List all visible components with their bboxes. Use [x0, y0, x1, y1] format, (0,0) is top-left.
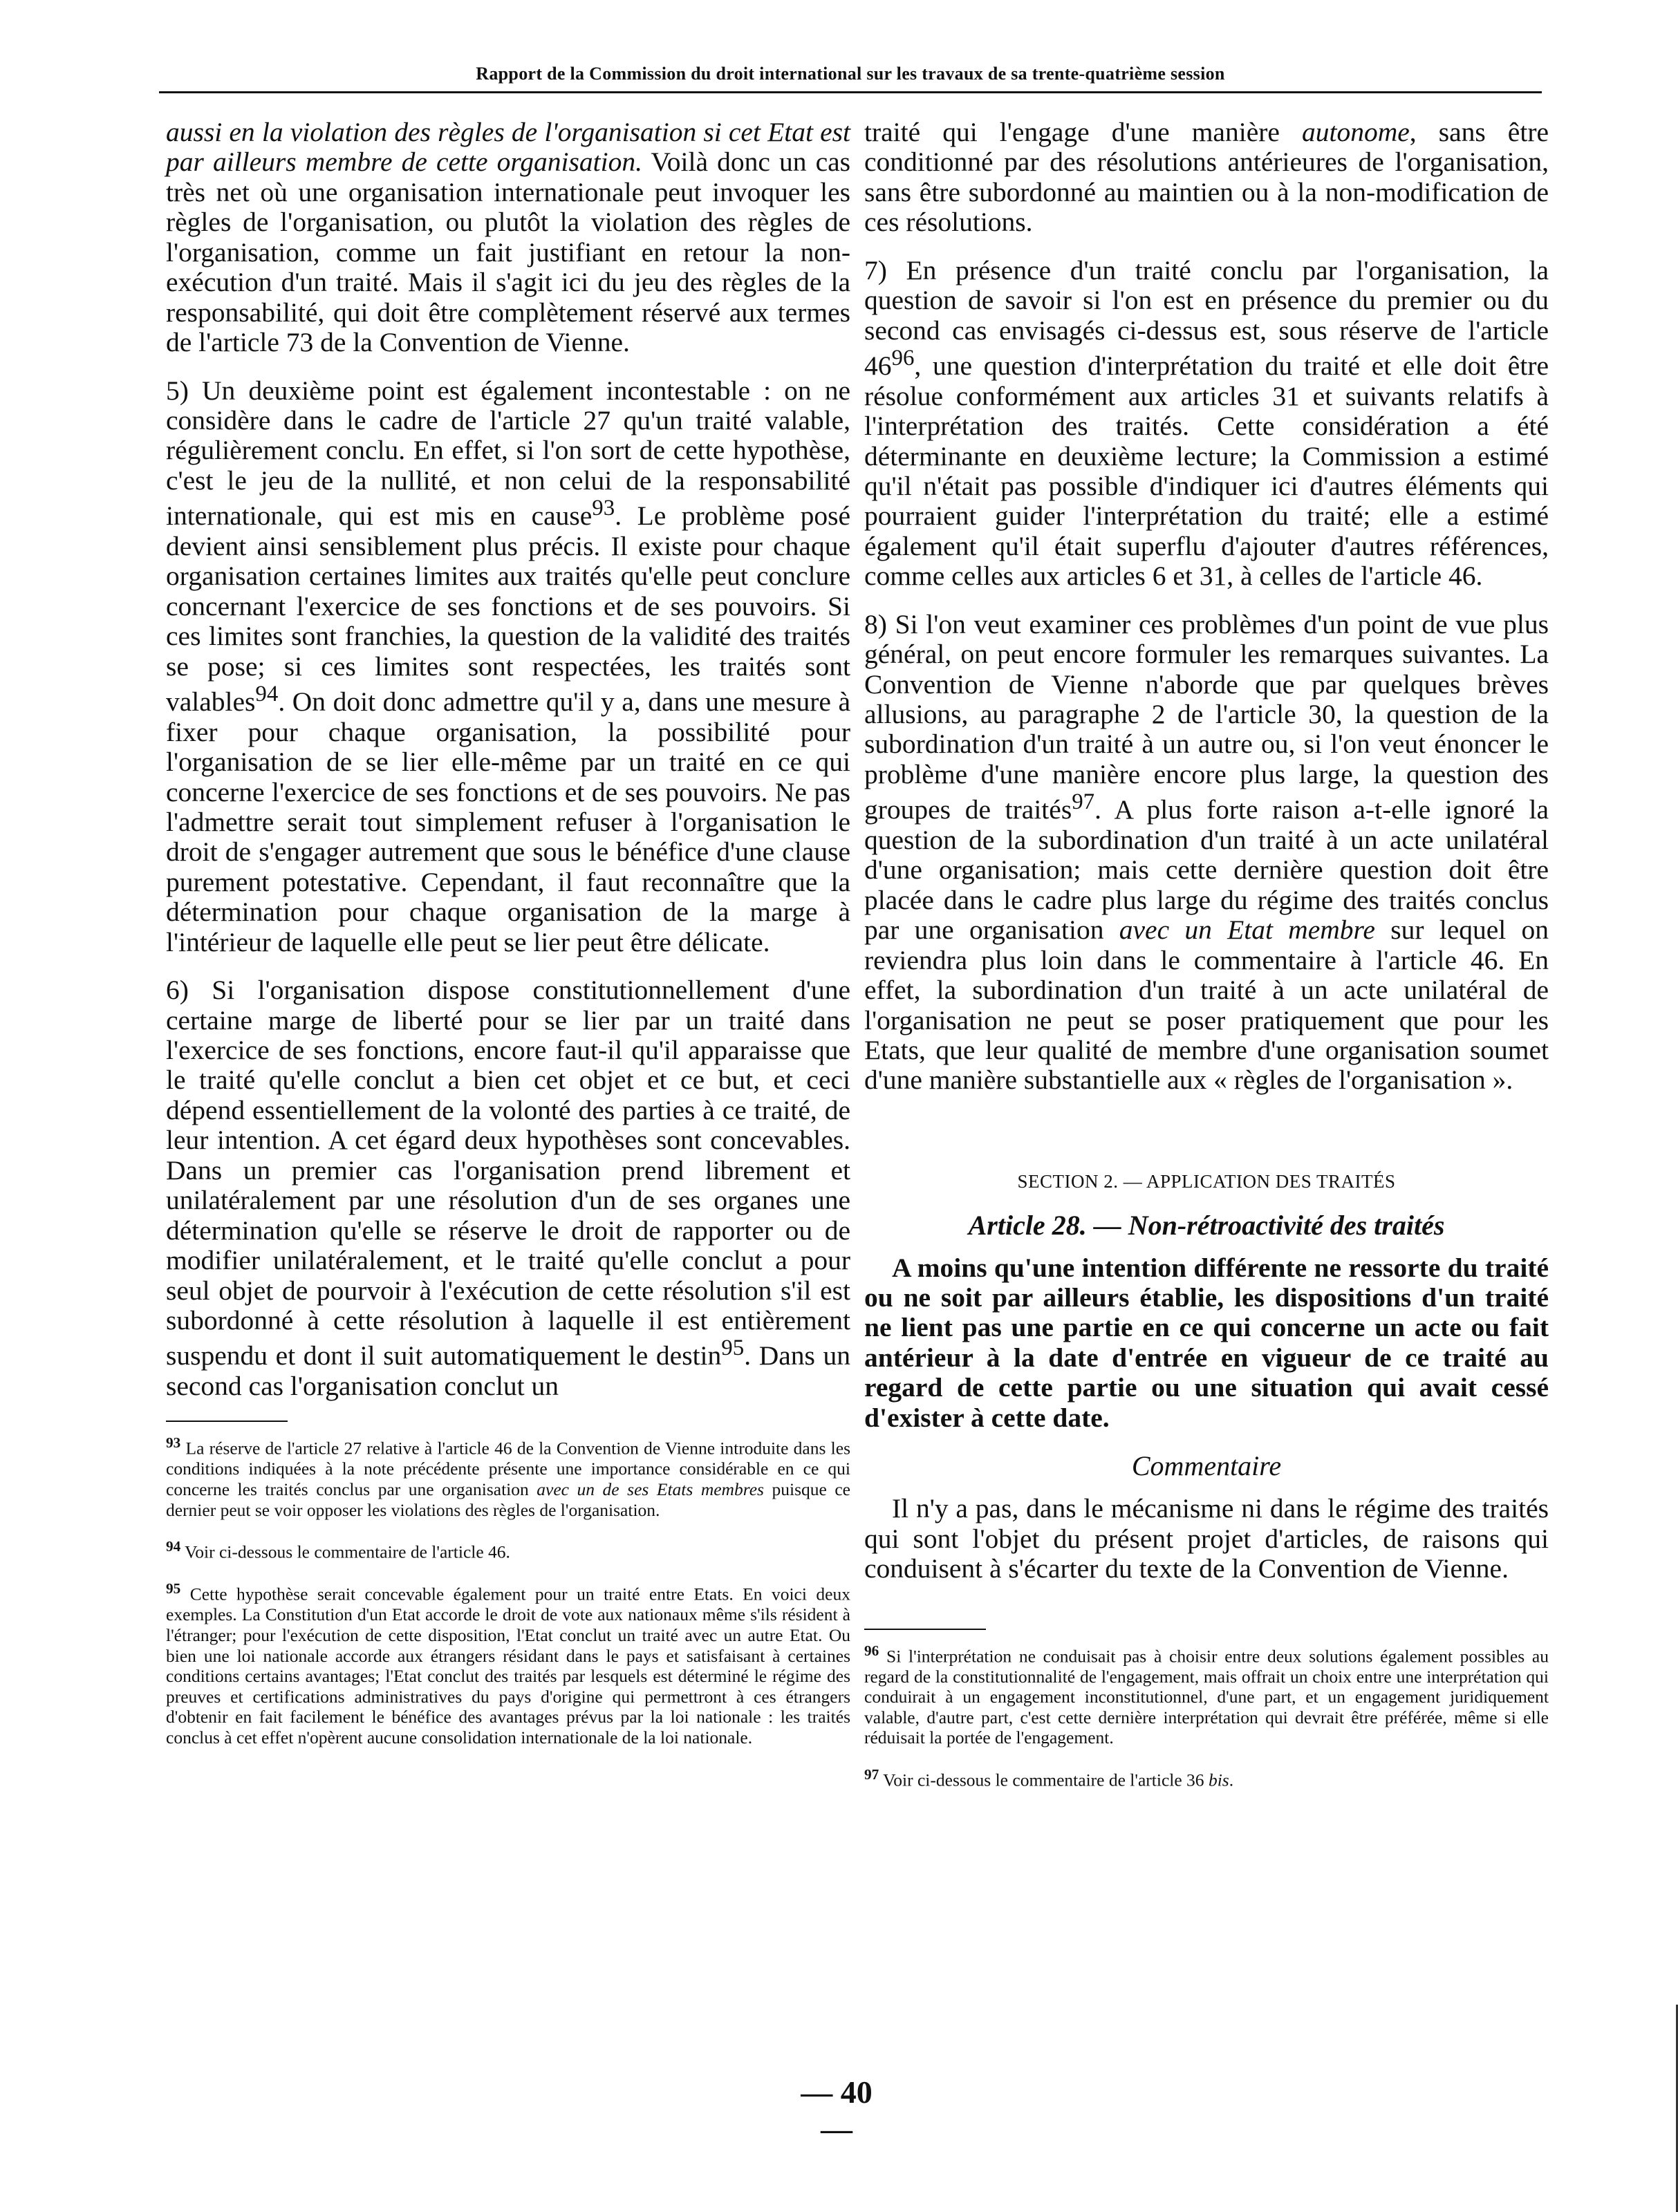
page-number: — 40 —: [801, 2074, 873, 2146]
footnote-ref-93[interactable]: 93: [592, 496, 615, 521]
footnote-ref-97[interactable]: 97: [1072, 789, 1095, 815]
footnote-93: [166, 1434, 850, 1520]
footnote-mark: 95: [166, 1580, 181, 1597]
paragraph-text: 8) Si l'on veut examiner ces problèmes d'un point de vue plus général, on peut encore formuler les remarques suivantes. La Convention de Vienne n'aborde que par quelques brèves allusions, au paragraphe 2 de l'article 30, la question de la subordination d'un traité à un autre ou, si l'on veut énoncer le problème d'une manière encore plus large, la question des groupes de traités: [864, 608, 1549, 825]
commentary-title: Commentaire: [1131, 1450, 1282, 1482]
footnote-text: Voir ci-dessous le commentaire de l'article 46.: [180, 1541, 510, 1562]
header-rule: [159, 91, 1542, 93]
italic-word: autonome: [1301, 117, 1410, 147]
footnote-95: [166, 1580, 850, 1747]
footnote-mark: 93: [166, 1434, 181, 1452]
paragraph-6: [166, 975, 850, 1401]
paragraph-8: [864, 610, 1549, 1096]
article-body: A moins qu'une intention différente ne ressorte du traité ou ne soit par ailleurs établie, les dispositions d'un traité ne lient pas une partie en ce qui concerne un acte ou fait antérieur à la date d'entrée en vigueur de ce traité au regard de cette partie ou une situation qui avait cessé d'exister à cette date.: [864, 1252, 1549, 1433]
italic-phrase: avec un Etat membre: [1119, 915, 1375, 946]
right-column: [864, 118, 1549, 1808]
footnote-ref-94[interactable]: 94: [255, 682, 279, 707]
footnote-96: [864, 1642, 1549, 1748]
commentary-body: Il n'y a pas, dans le mécanisme ni dans le régime des traités qui sont l'objet du présent projet d'articles, de raisons qui conduisent à s'écarter du texte de la Convention de Vienne.: [864, 1493, 1549, 1584]
paragraph-text: 5) Un deuxième point est également incontestable : on ne considère dans le cadre de l'article 27 qu'un traité valable, régulièrement conclu. En effet, si l'on sort de cette hypothèse, c'est le jeu de la nullité, et non celui de la responsabilité internationale, qui est mis en cause: [166, 375, 850, 532]
footnote-ref-96[interactable]: 96: [891, 346, 915, 371]
paragraph-text: traité qui l'engage d'une manière: [864, 117, 1302, 147]
footnote-text: La réserve de l'article 27 relative à l'article 46 de la Convention de Vienne introduite dans les conditions indiquées à la note précédente présente une importance considérable en ce qui concerne les traités conclus par une organisation: [166, 1438, 850, 1500]
left-paragraph-continuation: [166, 118, 850, 358]
footnote-italic: bis: [1208, 1770, 1229, 1790]
paragraph-text: . On doit donc admettre qu'il y a, dans une mesure à fixer pour chaque organisation, la possibilité pour l'organisation de se lier elle-même par un traité en ce qui concerne l'exercice de ses fonctions et de ses pouvoirs. Ne pas l'admettre serait tout simplement refuser à l'organisation le droit de s'engager autrement que sous le bénéfice d'une clause purement potestative. Cependant, il faut reconnaître que la détermination pour chaque organisation de la marge à l'intérieur de laquelle elle peut se lier peut être délicate.: [166, 686, 850, 957]
footnote-rule: [166, 1421, 288, 1422]
paragraph-text: sur lequel on reviendra plus loin dans le commentaire à l'article 46. En effet, la subordination d'un traité à un acte unilatéral de l'organisation ne peut se poser pratiquement que pour les Etats, que leur qualité de membre d'une organisation soumet d'une manière substantielle aux « règles de l'organisation ».: [864, 915, 1549, 1096]
running-header: Rapport de la Commission du droit international sur les travaux de sa trente-quatrième session: [476, 64, 1225, 84]
footnote-mark: 96: [864, 1642, 879, 1659]
footnote-italic: avec un de ses Etats membres: [537, 1479, 764, 1500]
paragraph-text: 7) En présence d'un traité conclu par l'organisation, la question de savoir si l'on est en présence du premier ou du second cas envisagés ci-dessus est, sous réserve de l'article 46: [864, 254, 1549, 382]
footnote-97: [864, 1766, 1549, 1790]
paragraph-text: . Le problème posé devient ainsi sensiblement plus précis. Il existe pour chaque organisation certaines limites aux traités qu'elle peut conclure concernant l'exercice de ses fonctions et de ses pouvoirs. Si ces limites sont franchies, la question de la validité des traités se pose; si ces limites sont respectées, les traités sont valables: [166, 500, 851, 718]
right-paragraph-continuation: [864, 118, 1549, 238]
footnote-text: puisque ce dernier peut se voir opposer les violations des règles de l'organisation.: [166, 1479, 850, 1520]
footnote-rule: [864, 1629, 986, 1630]
paragraph-text: . Dans un second cas l'organisation conclut un: [166, 1340, 851, 1401]
paragraph-text: 6) Si l'organisation dispose constitutionnellement d'une certaine marge de liberté pour se lier par un traité dans l'exercice de ses fonctions, encore faut-il qu'il apparaisse que le traité qu'elle conclut a bien cet objet et ce but, et ceci dépend essentiellement de la volonté des parties à ce traité, de leur intention. A cet égard deux hypothèses sont concevables. Dans un premier cas l'organisation prend librement et unilatéralement par une résolution d'un de ses organes une détermination qu'elle se réserve le droit de rapporter ou de modifier unilatéralement, et le traité qu'elle conclut a pour seul objet de pourvoir à l'exécution de cette résolution s'il est subordonné à cette résolution à laquelle il est entièrement suspendu et dont il suit automatiquement le destin: [166, 975, 850, 1371]
footnote-mark: 97: [864, 1765, 879, 1783]
footnote-text: Cette hypothèse serait concevable également pour un traité entre Etats. En voici deux exemples. La Constitution d'un Etat accorde le droit de vote aux nationaux même s'ils résident à l'étranger; pour l'exécution de cette disposition, l'Etat conclut un traité avec un autre Etat. Ou bien une loi nationale accorde aux étrangers résidant dans le pays et satisfaisant à certaines conditions certains avantages; l'Etat conclut des traités par lesquels est déterminé le régime des preuves et certifications administratives du pays d'origine qui permettront à ces étrangers d'obtenir en fait facilement le bénéfice des avantages prévus par la loi nationale : les traités conclus à cet effet n'opèrent aucune consolidation internationale de la loi nationale.: [166, 1584, 850, 1747]
footnote-text: Voir ci-dessous le commentaire de l'article 36: [879, 1770, 1209, 1790]
italic-phrase: aussi en la violation des règles de l'organisation si cet Etat est par ailleurs membre de cette organisation.: [166, 117, 850, 178]
section-title: SECTION 2. — APPLICATION DES TRAITÉS: [1017, 1170, 1396, 1192]
article-title: Article 28. — Non-rétroactivité des traités: [968, 1209, 1445, 1241]
footnote-94: [166, 1538, 850, 1562]
footnote-mark: 94: [166, 1538, 181, 1555]
left-column: [166, 118, 850, 1765]
paragraph-text: , sans être conditionné par des résolutions antérieures de l'organisation, sans être subordonné au maintien ou à la non-modification de ces résolutions.: [864, 117, 1549, 238]
footnote-ref-95[interactable]: 95: [721, 1335, 745, 1361]
paragraph-5: [166, 376, 850, 958]
footnote-text: Si l'interprétation ne conduisait pas à choisir entre deux solutions également possibles au regard de la constitutionnalité de l'engagement, mais offrait un choix entre une interprétation qui conduirait à un engagement inconstitutionnel, d'une part, et un engagement juridiquement valable, d'autre part, c'est cette dernière interprétation qui devrait être préférée, même si elle réduisait la portée de l'engagement.: [864, 1646, 1549, 1748]
paragraph-text: Voilà donc un cas très net où une organisation internationale peut invoquer les règles de l'organisation, ou plutôt la violation des règles de l'organisation, comme un fait justifiant en retour la non-exécution d'un traité. Mais il s'agit ici du jeu des règles de la responsabilité, qui doit être complètement réservé aux termes de l'article 73 de la Convention de Vienne.: [166, 147, 851, 358]
footnote-text: .: [1229, 1770, 1234, 1790]
paragraph-7: [864, 256, 1549, 592]
paragraph-text: , une question d'interprétation du traité et elle doit être résolue conformément aux articles 31 et suivants relatifs à l'interprétation des traités. Cette considération a été déterminante en deuxième lecture; la Commission a estimé qu'il n'était pas possible d'indiquer ici d'autres éléments qui pourraient guider l'interprétation du traité; elle a estimé également qu'il était superflu d'ajouter d'autres références, comme celles aux articles 6 et 31, à celles de l'article 46.: [864, 350, 1549, 592]
paragraph-text: . A plus forte raison a-t-elle ignoré la question de la subordination d'un traité à un acte unilatéral d'une organisation; mais cette dernière question doit être placée dans le cadre plus large du régime des traités conclus par une organisation: [864, 794, 1549, 946]
